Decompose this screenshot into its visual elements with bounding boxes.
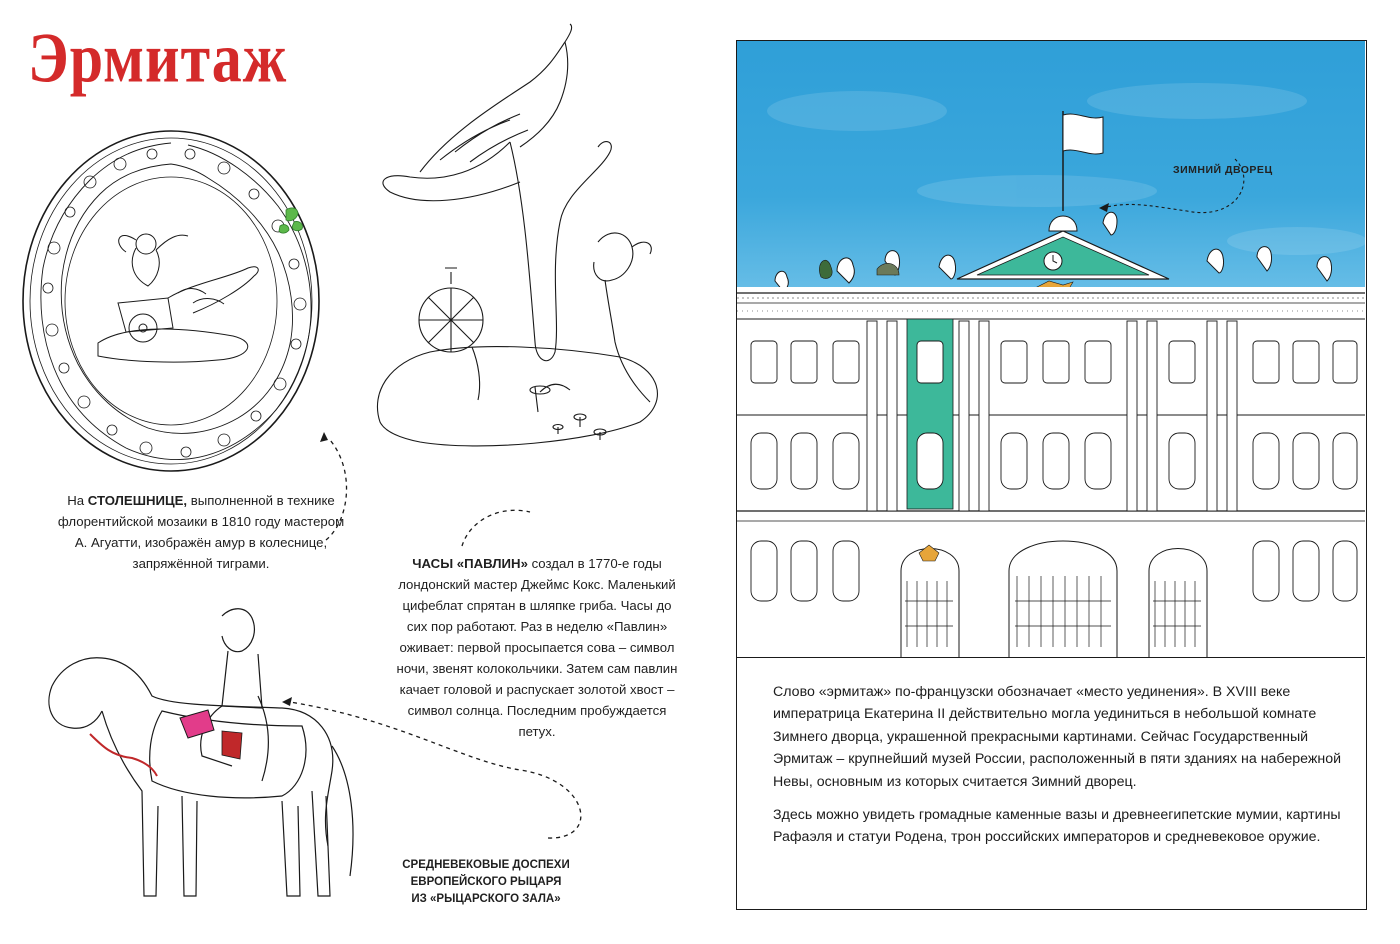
caption-clock-text: создал в 1770-е годы лондонский мастер Джеймс Кокс. Маленький цифеблат спрятан в шляпке гриба. Часы до сих пор работают. Раз в неделю «Павлин» оживает: первой просыпается сова – символ ночи, звенят колокольчики. Затем сам павлин качает головой и распускает золотой хвост – символ солнца. Последним пробуждается петух. [396,556,678,739]
caption-armor-line3: ИЗ «РЫЦАРСКОГО ЗАЛА» [411,893,561,905]
caption-armor [396,857,576,908]
palace-frame [736,40,1367,910]
caption-armor-line2: ЕВРОПЕЙСКОГО РЫЦАРЯ [410,876,562,888]
caption-table-text: выполненной в технике флорентийской мозаики в 1810 году мастером А. Агуатти, изображён амур в колеснице, запряжённой тиграми. [57,493,345,571]
winter-palace-drawing [737,41,1365,657]
article-text [773,681,1343,860]
caption-clock-bold: ЧАСЫ «ПАВЛИН» [412,556,528,571]
caption-peacock-clock [392,553,682,742]
caption-table-prefix: На [67,493,88,508]
article-paragraph-2: Здесь можно увидеть громадные каменные вазы и древнеегипетские мумии, картины Рафаэля и статуи Родена, трон российских императоров и средневековое оружие. [773,807,1341,846]
caption-mosaic-table [56,490,346,574]
page-title: Эрмитаж [28,19,288,98]
winter-palace-illustration [737,41,1365,658]
winter-palace-label: ЗИМНИЙ ДВОРЕЦ [1173,164,1273,176]
article-paragraph-1: Слово «эрмитаж» по-французски обозначает «место уединения». В XVIII веке императрица Екатерина II действительно могла уединиться в небольшой комнате Зимнего дворца, украшенной прекрасными картинами. Сейчас Государственный Эрмитаж – крупнейший музей России, расположенный в пяти зданиях на набережной Невы, основным из которых считается Зимний дворец. [773,684,1342,790]
caption-table-bold: СТОЛЕШНИЦЕ, [87,493,188,508]
knight-illustration [32,596,362,936]
caption-armor-line1: СРЕДНЕВЕКОВЫЕ ДОСПЕХИ [402,859,570,871]
